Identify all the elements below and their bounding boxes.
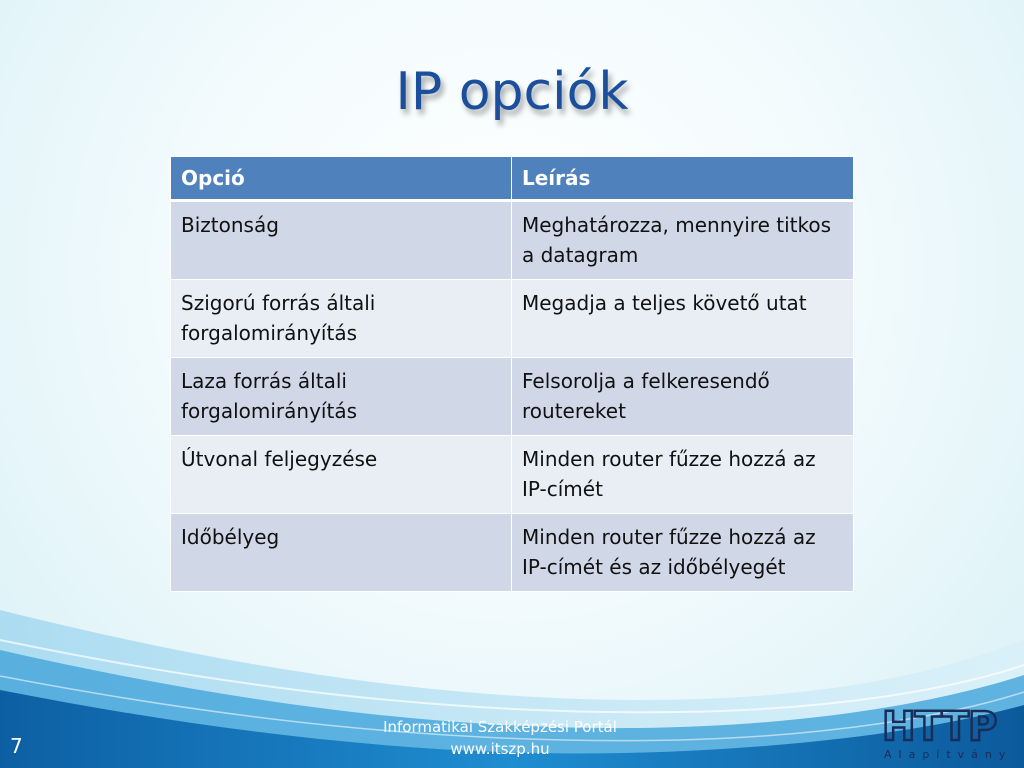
option-cell: Szigorú forrás általi forgalomirányítás	[171, 280, 512, 358]
logo-subtitle: Alapítvány	[884, 748, 1013, 761]
description-cell: Minden router fűzze hozzá az IP-címét	[512, 436, 854, 514]
column-header-option: Opció	[171, 157, 512, 201]
slide-title: IP opciók	[395, 62, 629, 122]
option-cell: Laza forrás általi forgalomirányítás	[171, 358, 512, 436]
footer	[300, 716, 700, 760]
table-row	[171, 514, 854, 592]
description-cell: Megadja a teljes követő utat	[512, 280, 854, 358]
option-cell: Útvonal feljegyzése	[171, 436, 512, 514]
ip-options-table	[170, 156, 854, 592]
table-header-row	[171, 157, 854, 201]
column-header-description: Leírás	[512, 157, 854, 201]
logo-text: HTTP	[882, 704, 997, 750]
description-cell: Felsorolja a felkeresendő routereket	[512, 358, 854, 436]
slide-number: 7	[10, 734, 23, 758]
table-row	[171, 201, 854, 280]
footer-portal-name: Informatikai Szakképzési Portál	[383, 718, 617, 736]
table-row	[171, 280, 854, 358]
description-cell: Meghatározza, mennyire titkos a datagram	[512, 201, 854, 280]
table-row	[171, 436, 854, 514]
description-cell: Minden router fűzze hozzá az IP-címét és az időbélyegét	[512, 514, 854, 592]
option-cell: Biztonság	[171, 201, 512, 280]
option-cell: Időbélyeg	[171, 514, 512, 592]
table-row	[171, 358, 854, 436]
footer-url: www.itszp.hu	[450, 740, 550, 758]
